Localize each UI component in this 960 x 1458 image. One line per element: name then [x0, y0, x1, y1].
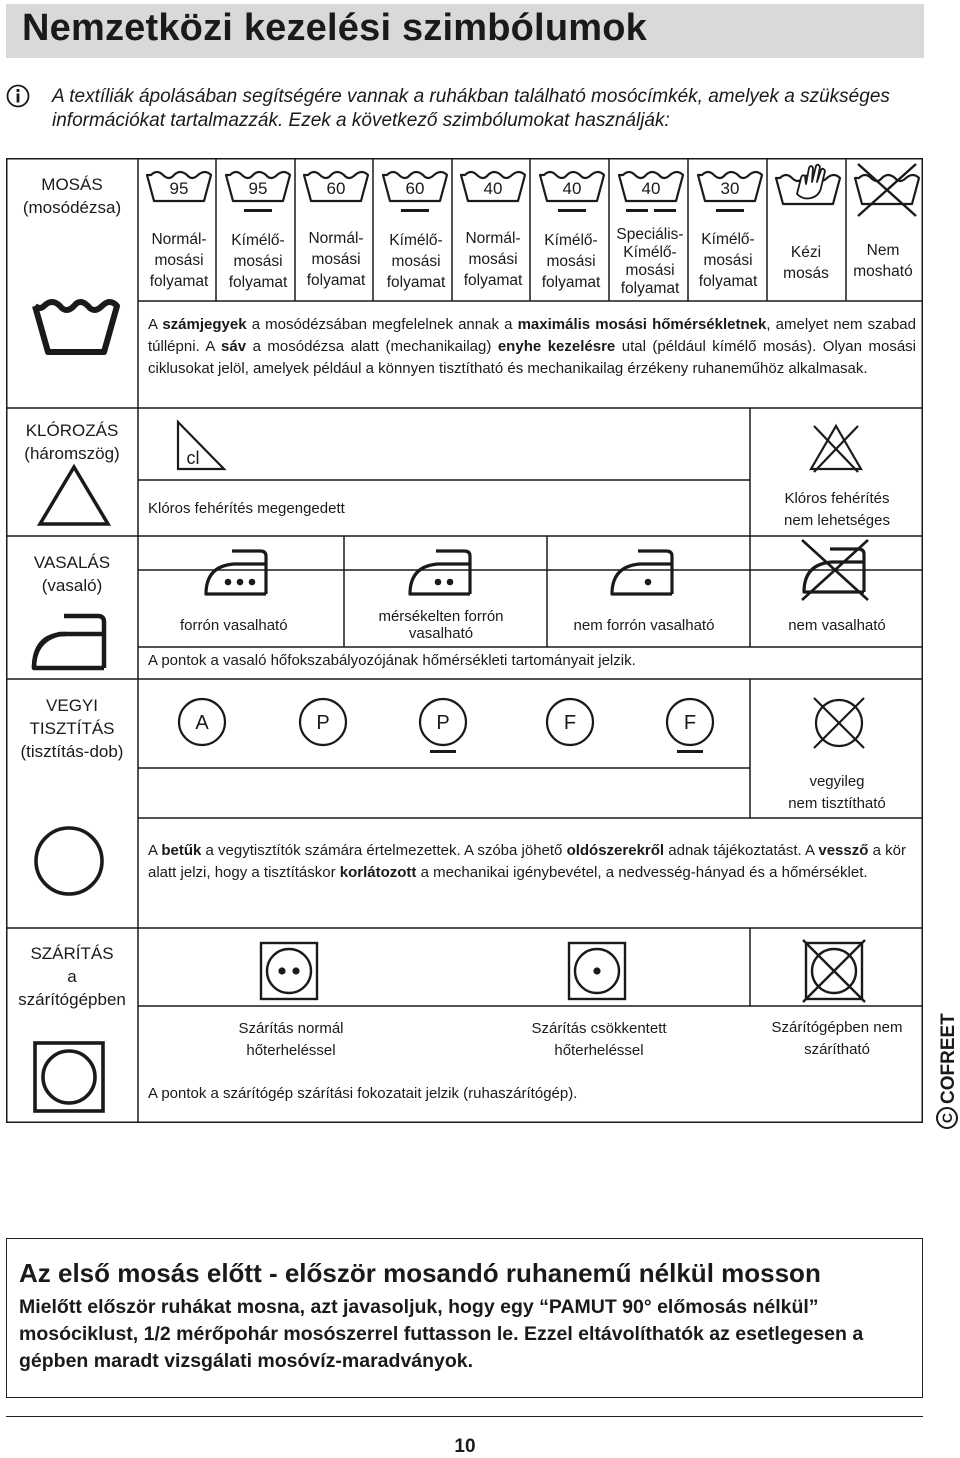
wash-label-1-line-3: folyamat	[149, 273, 209, 290]
wash-label-4-line-1: Kímélő-	[389, 232, 443, 249]
drycleaning-f-gentle-icon	[662, 696, 718, 756]
page-number: 10	[454, 1436, 476, 1457]
washing-note-part-8: enyhe kezelésre	[497, 338, 616, 355]
washing-note-part-6: sáv	[221, 338, 247, 355]
wash-label-3	[296, 228, 376, 291]
wash-95-normal-icon	[144, 167, 214, 217]
wash-label-1-line-2: mosási	[154, 252, 204, 269]
washing-note-part-7: a mosódézsa alatt (mechanikailag)	[246, 338, 498, 355]
wash-label-7-line-1: Speciális-	[616, 226, 684, 243]
wash-40-gentle-icon	[537, 167, 607, 217]
drying-header-line-1: SZÁRÍTÁS	[30, 944, 114, 963]
hand-wash-icon	[773, 160, 843, 218]
drying-header	[6, 942, 138, 1011]
wash-temp-4: 60	[405, 179, 425, 198]
wash-label-9-line-2: mosás	[783, 265, 829, 282]
drycleaning-no-line-1: vegyileg	[809, 773, 865, 790]
bleach-not-allowed-text	[752, 488, 922, 532]
wash-label-6	[531, 230, 611, 293]
wash-label-10-line-1: Nem	[866, 242, 900, 259]
dry-normal-line-2: hőterheléssel	[246, 1042, 336, 1059]
iron-hot-icon	[202, 546, 272, 598]
washing-note-part-5: , amelyet nem szabad túllépni. A	[148, 316, 916, 355]
washing-note-part-2: számjegyek	[162, 316, 247, 333]
tumble-dryer-icon	[32, 1040, 106, 1114]
iron-medium-icon	[406, 546, 476, 598]
drycleaning-note-part-3: a vegytisztítók számára értelmezettek. A szóba jöhető	[201, 842, 567, 859]
page-divider	[6, 1416, 923, 1417]
bleach-header-subtitle: (háromszög)	[24, 444, 120, 463]
intro-text: A textíliák ápolásában segítségére vannak a ruhákban található mosócímkék, amelyek a szükséges információkat tartalmazzák. Ezek a következő szimbólumokat használják:	[52, 86, 890, 131]
page-title: Nemzetközi kezelési szimbólumok	[22, 7, 647, 49]
drycleaning-no-text	[752, 771, 922, 815]
wash-label-5	[453, 228, 533, 291]
wash-label-3-line-2: mosási	[311, 251, 361, 268]
wash-label-10-line-2: mosható	[853, 263, 913, 280]
wash-temp-5: 40	[483, 179, 503, 198]
wash-temp-1: 95	[169, 179, 189, 198]
wash-label-2-line-2: mosási	[233, 253, 283, 270]
wash-label-4	[376, 230, 456, 293]
do-not-tumble-dry-icon	[800, 938, 868, 1004]
drycleaning-a-icon	[174, 696, 230, 750]
wash-label-2-line-1: Kímélő-	[231, 232, 285, 249]
drycleaning-note-part-8: korlátozott	[339, 864, 417, 881]
ironing-note: A pontok a vasaló hőfokszabályozójának hőmérsékleti tartományait jelzik.	[148, 652, 636, 669]
ironing-header-title: VASALÁS	[33, 553, 111, 572]
dry-none-line-2: szárítható	[804, 1041, 870, 1058]
ironing-header	[6, 551, 138, 597]
copyright-mark	[930, 990, 960, 1130]
wash-label-1-line-1: Normál-	[151, 231, 207, 248]
drycleaning-letter-1: A	[195, 712, 209, 734]
copyright-text: COFREET	[938, 1013, 959, 1104]
wash-temp-7: 40	[641, 179, 661, 198]
drycleaning-letter-4: F	[563, 712, 577, 734]
drying-header-line-2: a	[67, 967, 77, 986]
washing-note-part-9: utal (például kímélő mosás). Olyan mosási ciklusokat jelöl, amelyek például a könnyen tisztítható és mechanikailag érzékeny ruhaneműhöz alkalmasak.	[148, 338, 916, 377]
wash-60-normal-icon	[301, 167, 371, 217]
wash-temp-6: 40	[562, 179, 582, 198]
dry-reduced-line-2: hőterheléssel	[554, 1042, 644, 1059]
iron-icon	[30, 612, 108, 672]
wash-label-7-line-2: Kímélő-	[623, 244, 677, 261]
bleach-not-allowed-line-2: nem lehetséges	[784, 512, 890, 529]
wash-label-6-line-3: folyamat	[541, 274, 601, 291]
bleach-header	[6, 419, 138, 465]
wash-label-8-line-2: mosási	[703, 252, 753, 269]
drying-note: A pontok a szárítógép szárítási fokozatait jelzik (ruhaszárítógép).	[148, 1085, 578, 1102]
dry-normal-heat-icon	[258, 940, 320, 1002]
drycleaning-f-icon	[542, 696, 598, 750]
drycleaning-circle-icon	[32, 824, 106, 898]
drycleaning-p-icon	[295, 696, 351, 750]
wash-label-9-line-1: Kézi	[790, 244, 822, 261]
wash-label-3-line-3: folyamat	[306, 272, 366, 289]
iron-low-icon	[608, 546, 678, 598]
drycleaning-note-part-4: oldószerekről	[566, 842, 665, 859]
dry-none-text	[752, 1017, 922, 1061]
drycleaning-note-part-9: a mechanikai igénybevétel, a nedvesség-hányad és a hőmérséklet.	[416, 864, 868, 881]
iron-none-text: nem vasalható	[788, 617, 886, 634]
wash-label-4-line-3: folyamat	[386, 274, 446, 291]
dry-reduced-heat-icon	[566, 940, 628, 1002]
drycleaning-note-part-7: a kör alatt jelzi, hogy a tisztításkor	[148, 842, 906, 881]
first-wash-heading: Az első mosás előtt - először mosandó ruhanemű nélkül mosson	[19, 1258, 821, 1288]
wash-95-gentle-icon	[223, 167, 293, 217]
iron-medium-line-2: vasalható	[408, 625, 474, 642]
triangle-icon	[36, 462, 112, 528]
wash-label-5-line-2: mosási	[468, 251, 518, 268]
washing-header-title: MOSÁS	[41, 175, 103, 194]
wash-label-5-line-1: Normál-	[465, 230, 521, 247]
wash-label-7-line-4: folyamat	[620, 280, 680, 297]
washing-note	[148, 314, 916, 380]
drycleaning-note-part-1: A	[148, 842, 162, 859]
drycleaning-header-line-1: VEGYI	[46, 696, 98, 715]
dry-reduced-line-1: Szárítás csökkentett	[531, 1020, 667, 1037]
dry-reduced-text	[494, 1018, 704, 1062]
drycleaning-note-part-6: vessző	[818, 842, 869, 859]
drycleaning-note-part-5: adnak tájékoztatást. A	[664, 842, 819, 859]
drycleaning-note	[148, 840, 918, 884]
wash-label-6-line-2: mosási	[546, 253, 596, 270]
wash-label-2	[218, 230, 298, 293]
wash-label-7	[607, 226, 693, 298]
wash-label-8-line-1: Kímélő-	[701, 231, 755, 248]
dry-normal-line-1: Szárítás normál	[238, 1020, 344, 1037]
first-wash-body: Mielőtt először ruhákat mosna, azt javasoljuk, hogy egy “PAMUT 90° előmosás nélkül” mosóciklust, 1/2 mérőpohár mosószerrel futtasson le. Ezzel eltávolíthatók az esetlegesen a gépben maradt vizsgálati mosóvíz-maradványok.	[19, 1296, 864, 1372]
bleach-symbol-text: cl	[186, 448, 200, 468]
wash-label-8	[688, 229, 768, 292]
drycleaning-letter-5: F	[683, 712, 697, 734]
bleach-allowed-text: Klóros fehérítés megengedett	[148, 500, 345, 517]
wash-label-3-line-1: Normál-	[308, 230, 364, 247]
wash-30-gentle-icon	[695, 167, 765, 217]
info-icon	[6, 84, 30, 108]
washing-header-subtitle: (mosódézsa)	[22, 198, 122, 217]
wash-label-4-line-2: mosási	[391, 253, 441, 270]
washtub-icon	[32, 296, 120, 358]
wash-label-7-line-3: mosási	[625, 262, 675, 279]
bleach-not-allowed-line-1: Klóros fehérítés	[784, 490, 890, 507]
bleach-allowed-icon	[172, 416, 230, 474]
wash-40-normal-icon	[458, 167, 528, 217]
wash-temp-3: 60	[326, 179, 346, 198]
drycleaning-header-line-2: TISZTÍTÁS	[29, 719, 115, 738]
drycleaning-header-line-3: (tisztítás-dob)	[20, 742, 124, 761]
washing-header	[6, 173, 138, 219]
drycleaning-letter-3: P	[436, 712, 450, 734]
dry-normal-text	[196, 1018, 386, 1062]
iron-hot-text: forrón vasalható	[180, 617, 288, 634]
wash-label-1	[139, 229, 219, 292]
drycleaning-note-part-2: betűk	[161, 842, 202, 859]
wash-label-10	[843, 240, 923, 282]
wash-60-gentle-icon	[380, 167, 450, 217]
do-not-wash-icon	[852, 160, 922, 218]
no-bleach-icon	[806, 422, 866, 474]
washing-note-part-4: maximális mosási hőmérsékletnek	[517, 316, 767, 333]
wash-label-8-line-3: folyamat	[698, 273, 758, 290]
iron-low-text: nem forrón vasalható	[573, 617, 715, 634]
drycleaning-header	[6, 694, 138, 763]
dry-none-line-1: Szárítógépben nem	[771, 1019, 903, 1036]
ironing-header-subtitle: (vasaló)	[41, 576, 103, 595]
drycleaning-letter-2: P	[316, 712, 330, 734]
do-not-dryclean-icon	[808, 692, 870, 754]
drycleaning-p-gentle-icon	[415, 696, 471, 756]
wash-label-6-line-1: Kímélő-	[544, 232, 598, 249]
wash-label-9	[766, 242, 846, 284]
wash-label-5-line-3: folyamat	[463, 272, 523, 289]
washing-note-part-1: A	[148, 316, 163, 333]
bleach-header-title: KLÓROZÁS	[25, 421, 119, 440]
drycleaning-no-line-2: nem tisztítható	[788, 795, 886, 812]
wash-40-special-gentle-icon	[616, 167, 686, 217]
wash-temp-2: 95	[248, 179, 268, 198]
do-not-iron-icon	[798, 538, 872, 602]
wash-temp-8: 30	[720, 179, 740, 198]
iron-medium-line-1: mérsékelten forrón	[378, 608, 504, 625]
wash-label-2-line-3: folyamat	[228, 274, 288, 291]
svg-text:C: C	[939, 1112, 955, 1124]
drying-header-line-3: szárítógépben	[18, 990, 126, 1009]
iron-medium-text	[346, 608, 536, 642]
washing-note-part-3: a mosódézsában megfelelnek annak a	[246, 316, 518, 333]
